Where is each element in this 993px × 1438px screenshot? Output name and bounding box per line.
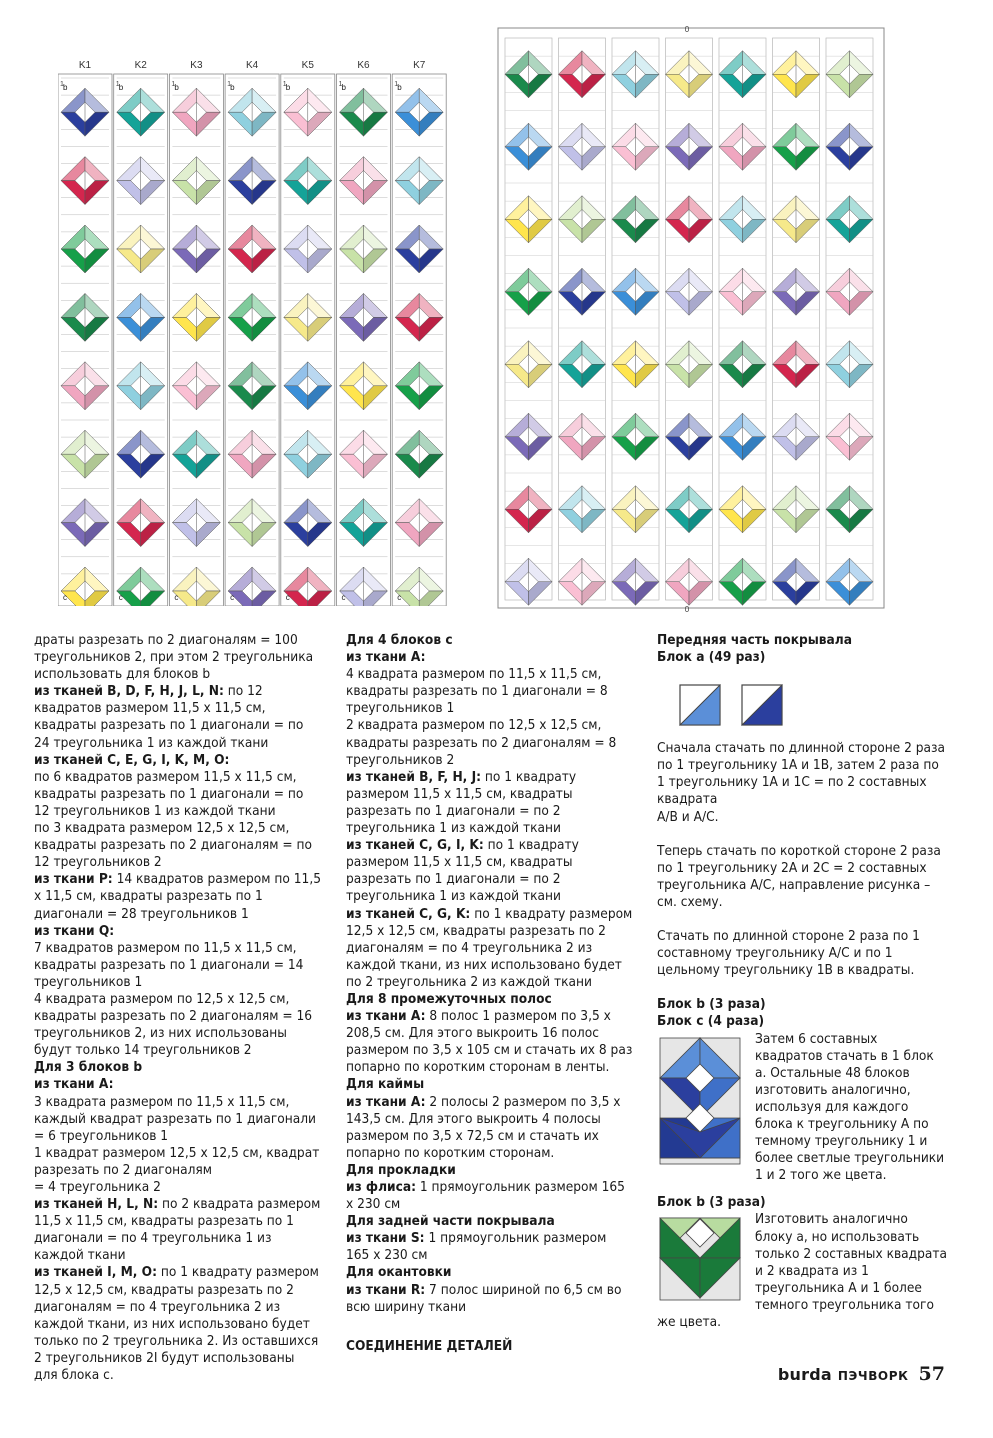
paragraph	[346, 1230, 633, 1264]
magazine-name: ПЭЧВОРК	[837, 1369, 909, 1383]
fabric-label: из ткани P:	[34, 871, 113, 888]
block-mark: b	[174, 83, 179, 92]
heading-text: Блок b (3 раза)	[657, 1194, 766, 1211]
strip-column-label: K2	[134, 60, 147, 71]
strip-column-label: K3	[190, 60, 203, 71]
brand-logo: burda	[777, 1365, 832, 1384]
fabric-label: из тканей I, M, O:	[34, 1264, 157, 1281]
half-square-triangle-dark	[741, 684, 783, 726]
seam-mark: 1	[171, 81, 176, 88]
seam-mark: 1	[60, 81, 64, 88]
text-column-2	[346, 632, 633, 1355]
strip-column-label: K1	[78, 60, 92, 71]
paragraph: Изготовить аналогично блоку a, но использовать только 2 составных квадрата и 2 квадрата из 1 треугольника A и 1 более темного треугольника того же цвета.	[657, 1211, 947, 1330]
text: по 1 квадрату размером 12,5 x 12,5 см, квадраты разрезать по 2 диагоналям = по 4 треугольника 2 из каждой ткани, из них использовано будет только по 2 треугольника 2. Из оставшихся 2 треугольников 2I будут использованы для блока c.	[34, 1264, 319, 1384]
paragraph	[34, 1264, 321, 1384]
section-heading-joining	[346, 1338, 633, 1355]
edge-mark: 0	[684, 605, 690, 614]
fabric-label: из тканей B, F, H, J:	[346, 768, 482, 785]
section-heading	[346, 1076, 633, 1093]
block-c-svg	[659, 1037, 741, 1165]
strip-column-label: K4	[245, 60, 259, 71]
text: по 1 квадрату размером 12,5 x 12,5 см, квадраты разрезать по 2 диагоналям = по 4 треугольника 2 из каждой ткани, из них использовано будет по 2 треугольника 2 из каждой ткани	[346, 905, 633, 990]
section-heading	[657, 1013, 947, 1030]
heading-text: Для 4 блоков c	[346, 632, 453, 648]
strip-column-label: K7	[413, 60, 426, 71]
section-heading	[34, 1059, 321, 1076]
fabric-heading	[34, 752, 321, 769]
paragraph: 1 квадрат размером 12,5 x 12,5 см, квадрат разрезать по 2 диагоналям	[34, 1144, 320, 1178]
section-heading	[657, 632, 947, 649]
fabric-label: из тканей B, D, F, H, J, L, N:	[34, 683, 224, 700]
fabric-label: из ткани S:	[346, 1230, 425, 1247]
fabric-label: из ткани R:	[346, 1281, 426, 1298]
strips-svg	[58, 56, 448, 606]
section-heading	[346, 1213, 633, 1230]
heading-text: Для каймы	[346, 1076, 425, 1093]
fabric-label: из ткани A:	[346, 1008, 426, 1025]
text: по 12 квадратов размером 11,5 x 11,5 см, квадраты разрезать по 1 диагонали = по 24 треугольника 1 из каждой ткани	[34, 683, 304, 751]
heading-text: Для прокладки	[346, 1161, 456, 1178]
heading-text: Блок b (3 раза)	[657, 996, 766, 1013]
fabric-heading	[34, 923, 321, 940]
strips-diagram	[58, 56, 448, 606]
fabric-label: из ткани A:	[34, 1076, 114, 1093]
heading-text: СОЕДИНЕНИЕ ДЕТАЛЕЙ	[346, 1337, 513, 1354]
heading-text: Блок a (49 раз)	[657, 649, 766, 666]
paragraph: Стачать по длинной стороне 2 раза по 1 составному треугольнику A/C и по 1 цельному треугольнику 1B в квадраты.	[657, 928, 920, 979]
heading-text: Блок c (4 раза)	[657, 1013, 765, 1030]
paragraph	[346, 1179, 633, 1213]
text: 8 полос 1 размером по 3,5 x 208,5 см. Для этого выкроить 16 полос размером по 3,5 x 105 см и стачать их 8 раз попарно по коротким сторонам в ленты.	[346, 1008, 633, 1076]
block-mark: b	[397, 83, 402, 92]
paragraph: Сначала стачать по длинной стороне 2 раза по 1 треугольнику 1A и 1B, затем 2 раза по 1 треугольнику 1A и 1C = по 2 составных квадрата	[657, 740, 946, 808]
block-mark: b	[63, 83, 68, 92]
block-mark: b	[230, 83, 235, 92]
paragraph	[346, 906, 633, 991]
section-heading	[346, 991, 633, 1008]
block-mark: b	[118, 83, 124, 92]
seam-mark: 1	[394, 81, 399, 88]
block-b-diagram	[659, 1217, 741, 1301]
paragraph: A/B и A/C.	[657, 808, 719, 825]
paragraph: 4 квадрата размером по 11,5 x 11,5 см, квадраты разрезать по 1 диагонали = 8 треугольников 1	[346, 666, 608, 717]
section-heading	[346, 632, 633, 649]
strip-column-label: K6	[357, 60, 370, 71]
edge-mark: 0	[684, 25, 690, 34]
paragraph	[346, 769, 633, 837]
block-c-diagram	[659, 1037, 741, 1165]
half-square-diagrams	[679, 684, 947, 726]
section-heading	[346, 1264, 633, 1281]
page-footer	[778, 1363, 945, 1385]
paragraph: 4 квадрата размером по 12,5 x 12,5 см, квадраты разрезать по 2 диагоналям = 16 треугольников 2, из них использованы будут только 14 треугольников 2	[34, 990, 313, 1059]
text-column-1	[34, 632, 321, 1384]
fabric-label: из ткани Q:	[34, 922, 115, 939]
fabric-label: из ткани A:	[346, 649, 426, 666]
seam-mark: 1	[227, 81, 232, 88]
heading-text: Для 3 блоков b	[34, 1059, 143, 1076]
text: по 2 квадрата размером 11,5 x 11,5 см, квадраты разрезать по 1 диагонали = по 4 треугольника 1 из каждой ткани	[34, 1196, 321, 1264]
fabric-label: из тканей H, L, N:	[34, 1196, 159, 1213]
paragraph	[346, 1094, 633, 1162]
section-heading	[346, 1162, 633, 1179]
text: 7 полос шириной по 6,5 см во всю ширину ткани	[346, 1281, 622, 1315]
heading-text: Для 8 промежуточных полос	[346, 990, 552, 1007]
paragraph	[34, 683, 321, 751]
block-mark: c	[174, 593, 179, 602]
strip-column-label: K5	[301, 60, 314, 71]
fabric-label: из ткани A:	[346, 1093, 426, 1110]
block-mark: c	[341, 593, 346, 602]
paragraph: Теперь стачать по короткой стороне 2 раза по 1 треугольнику 2A и 2C = 2 составных треугольника A/C, направление рисунка – см. схему.	[657, 842, 941, 910]
seam-mark: 1	[282, 81, 287, 88]
text: 1 прямоугольник размером 165 x 230 см	[346, 1230, 607, 1264]
seam-mark: 1	[115, 81, 120, 88]
quilt-diagram	[497, 22, 885, 614]
paragraph: по 6 квадратов размером 11,5 x 11,5 см, квадраты разрезать по 1 диагонали = по 12 треугольников 1 из каждой ткани	[34, 768, 304, 819]
heading-text: Для окантовки	[346, 1264, 452, 1281]
block-mark: c	[118, 593, 123, 602]
block-mark: c	[397, 593, 402, 602]
block-mark: c	[63, 593, 67, 602]
text: 2 полосы 2 размером по 3,5 x 143,5 см. Для этого выкроить 4 полосы размером по 3,5 x 72,5 см и стачать их попарно по коротким сторонам.	[346, 1093, 621, 1161]
paragraph	[34, 871, 321, 922]
section-heading	[657, 1194, 947, 1211]
paragraph	[346, 1008, 633, 1076]
paragraph: 2 квадрата размером по 12,5 x 12,5 см, квадраты разрезать по 2 диагоналям = 8 треугольников 2	[346, 717, 617, 768]
fabric-label: из тканей C, G, I, K:	[346, 837, 484, 854]
paragraph: 3 квадрата размером по 11,5 x 11,5 см, каждый квадрат разрезать по 1 диагонали = 6 треугольников 1	[34, 1093, 317, 1144]
section-heading	[657, 996, 947, 1013]
text: по 1 квадрату размером 11,5 x 11,5 см, квадраты разрезать по 1 диагонали = по 2 треугольника 1 из каждой ткани	[346, 768, 577, 837]
block-mark: c	[285, 593, 290, 602]
paragraph	[34, 1196, 321, 1264]
text-column-3	[657, 632, 947, 1331]
paragraph: Затем 6 составных квадратов стачать в 1 блок a. Остальные 48 блоков изготовить аналогично, используя для каждого блока к треугольнику A по темному треугольнику 1 и более светлые треугольники 1 и 2 того же цвета.	[755, 1030, 945, 1184]
seam-mark: 1	[338, 81, 343, 88]
section-heading	[657, 649, 947, 666]
fabric-heading	[34, 1076, 321, 1093]
fabric-label: из тканей C, G, K:	[346, 905, 471, 922]
quilt-svg	[497, 22, 885, 614]
half-square-triangle-light	[679, 684, 721, 726]
fabric-label: из тканей C, E, G, I, K, M, O:	[34, 751, 230, 768]
text: 1 прямоугольник размером 165 x 230 см	[346, 1179, 625, 1213]
paragraph: = 4 треугольника 2	[34, 1179, 161, 1195]
heading-text: Для задней части покрывала	[346, 1213, 555, 1230]
text: 14 квадратов размером по 11,5 x 11,5 см, квадраты разрезать по 1 диагонали = 28 треугольников 1	[34, 871, 321, 922]
block-mark: c	[230, 593, 235, 602]
text: по 1 квадрату размером 11,5 x 11,5 см, квадраты разрезать по 1 диагонали = по 2 треугольника 1 из каждой ткани	[346, 837, 579, 905]
fabric-heading	[346, 649, 633, 666]
paragraph: драты разрезать по 2 диагоналям = 100 треугольников 2, при этом 2 треугольника использовать для блоков b	[34, 632, 314, 683]
paragraph: 7 квадратов размером по 11,5 x 11,5 см, квадраты разрезать по 1 диагонали = 14 треугольников 1	[34, 939, 304, 990]
block-b-svg	[659, 1217, 741, 1301]
paragraph	[346, 1282, 633, 1316]
paragraph	[346, 837, 633, 905]
fabric-label: из флиса:	[346, 1179, 416, 1195]
page-number: 57	[918, 1363, 945, 1385]
paragraph: по 3 квадрата размером 12,5 x 12,5 см, квадраты разрезать по 2 диагоналям = по 12 треугольников 2	[34, 820, 312, 871]
block-mark: b	[285, 83, 291, 92]
block-mark: b	[341, 83, 346, 92]
heading-text: Передняя часть покрывала	[657, 632, 853, 648]
